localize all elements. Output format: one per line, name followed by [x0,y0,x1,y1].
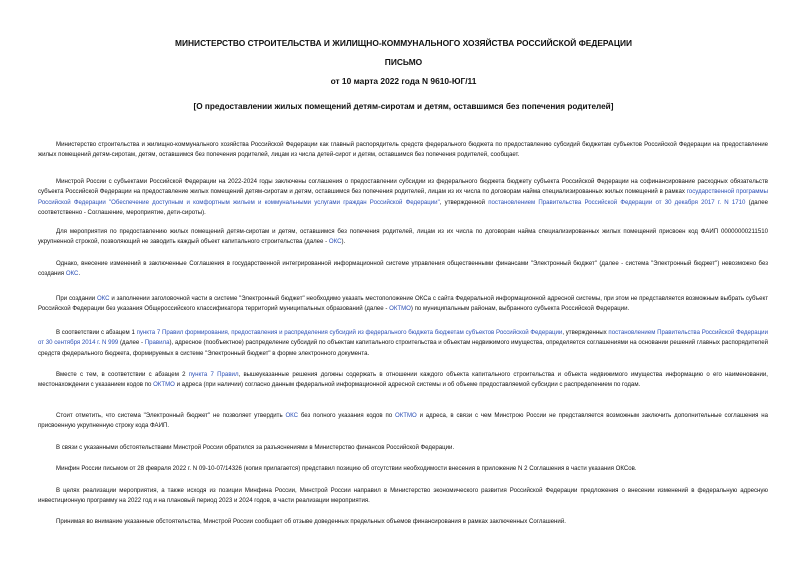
document-link[interactable]: ОКТМО [394,412,417,419]
paragraph-text: ) по муниципальным районам, выбранного субъекта Российской Федерации. [410,305,630,313]
paragraph-text: Министерство строительства и жилищно-коммунального хозяйства Российской Федерации как главный распорядитель средств федерального бюджета по предоставлению субсидий бюджетам субъектов Российской Федерации на предоставление жилых помещений детям-сиротам, детям, оставшимся без попечения родителей, лицам из числа детей-сирот и детям, оставшимся без попечения родителей, сообщает. [38,141,768,159]
document-link[interactable]: ОКТМО [153,381,175,389]
paragraph-text: , вышеуказанные решения должны содержать в отношении каждого объекта капитального строительства и объекта недвижимого имущества информацию о его наименовании, местонахождении с указанием кодов по [38,371,768,389]
document-link[interactable]: ОКС [328,238,342,246]
paragraph-text: Вместе с тем, в соответствии с абзацем 2 [56,371,189,378]
paragraph-text: и заполнении заголовочной части в системе "Электронный бюджет" необходимо указать местоположение ОКСа с сайта Федеральной информационной адресной системы, при этом не представляется возможным выбрать субъект Российской Федерации без указания Общероссийского классификатора территорий муниципальных образований (далее - [38,295,768,313]
paragraph-text: Стоит отметить, что система "Электронный бюджет" не позволяет утвердить [56,412,286,419]
paragraph-text: (далее - [118,339,145,347]
paragraph-text: , утвержденной [439,198,489,206]
paragraph-text: и адреса (при наличии) согласно данным федеральной информационной адресной системы и об объеме предоставляемой субсидии с распределением по годам. [174,381,641,389]
paragraph-text: При создании [56,295,97,302]
paragraph [38,259,768,280]
paragraph-text: (далее соответственно - Соглашение, мероприятие, дети-сироты). [38,198,768,217]
paragraph-text: Однако, внесение изменений в заключенные Соглашения в государственной интегрированной информационной системе управления общественными финансами "Электронный бюджет" (далее - система "Электронный бюджет") невозможно без создания [38,260,768,278]
document-link[interactable]: пункта 7 Правил [188,371,239,378]
paragraph [38,411,768,432]
document-link[interactable]: пункта 7 Правил формирования, предоставления и распределения субсидий из федерального бюджета бюджетам субъектов Российской Федерации [136,329,563,336]
paragraph [38,177,768,219]
paragraph [38,294,768,315]
paragraph [38,328,768,359]
document-subject: [О предоставлении жилых помещений детям-сиротам и детям, оставшимся без попечения родителей] [193,102,614,111]
paragraph [38,140,768,161]
paragraph-text: . [78,270,81,278]
document-link[interactable]: ОКТМО [389,305,411,313]
document-date-number: от 10 марта 2022 года N 9610-ЮГ/11 [330,76,477,86]
paragraph [38,464,768,474]
document-link[interactable]: Правила [144,339,170,347]
paragraph-text: Принимая во внимание указанные обстоятельства, Минстрой России сообщает об отзыве доведенных предельных объемов финансирования в рамках заключенных Соглашений. [56,518,566,525]
paragraph [38,443,768,453]
document-link[interactable]: постановлением Правительства Российской Федерации от 30 сентября 2014 г. N 999 [38,329,768,347]
document-link[interactable]: постановлением Правительства Российской Федерации от 30 декабря 2017 г. N 1710 [488,198,746,206]
paragraph-text: В связи с указанными обстоятельствами Минстрой России обратился за разъяснениями в Министерство финансов Российской Федерации. [56,444,455,451]
document-link[interactable]: ОКС [65,270,79,278]
paragraph-text: ), адресное (пообъектное) распределение субсидий по объектам капитального строительства и объектам недвижимого имущества, определяется соглашениями на основании решений главных распорядителей средств федерального бюджета, формируемых в системе "Электронный бюджет" в форме электронного документа. [38,339,768,357]
paragraph [38,486,768,507]
document-link[interactable]: ОКС [285,412,299,419]
paragraph-text: и адреса, в связи с чем Минстрою России не представляется возможным заключить дополнительные соглашения на присвоенную укрупненную строку кода ФАИП. [38,412,768,430]
paragraph-text: Минфин России письмом от 28 февраля 2022 г. N 09-10-07/14326 (копия прилагается) представил позицию об отсутствии необходимости внесения в приложение N 2 Соглашения в части указания ОКСов. [56,465,637,472]
paragraph [38,517,768,527]
paragraph-text: ). [341,238,346,246]
paragraph [38,227,768,248]
paragraph [38,370,768,391]
paragraph-text: В соответствии с абзацем 1 [56,329,137,336]
paragraph-text: Для мероприятия по предоставлению жилых помещений детям-сиротам и детям, оставшимся без попечения родителей, лицам из их числа по договорам найма специализированных жилых помещений присвоен код ФАИП 00000000211510 укрупненной строкой, позволяющий не заводить каждый объект капитального строительства (далее - [38,228,768,246]
ministry-name: МИНИСТЕРСТВО СТРОИТЕЛЬСТВА И ЖИЛИЩНО-КОММУНАЛЬНОГО ХОЗЯЙСТВА РОССИЙСКОЙ ФЕДЕРАЦИИ [175,38,632,48]
document-type: ПИСЬМО [384,57,423,67]
paragraph-text: В целях реализации мероприятия, а также исходя из позиции Минфина России, Минстрой России направил в Министерство экономического развития Российской Федерации предложения о внесении изменений в федеральную адресную инвестиционную программу на 2022 год и на плановый период 2023 и 2024 годов, в части реализации мероприятия. [38,487,768,505]
document-link[interactable]: ОКС [96,295,110,302]
paragraph-text: , утвержденных [562,329,609,336]
paragraph-text: без полного указания кодов по [298,412,395,419]
document-link[interactable]: государственной программы Российской Федерации "Обеспечение доступным и комфортным жильем и коммунальными услугами граждан Российской Федерации" [38,188,769,206]
paragraph-text: Минстрой России с субъектами Российской Федерации на 2022-2024 годы заключены соглашения о предоставлении субсидии из федерального бюджета бюджету субъекта Российской Федерации на софинансирование расходных обязательств субъекта Российской Федерации на предоставление жилых помещений детям-сиротам и детям, оставшимся без попечения родителей, лицам из их числа по договорам найма специализированных жилых помещений в рамках [38,178,768,196]
